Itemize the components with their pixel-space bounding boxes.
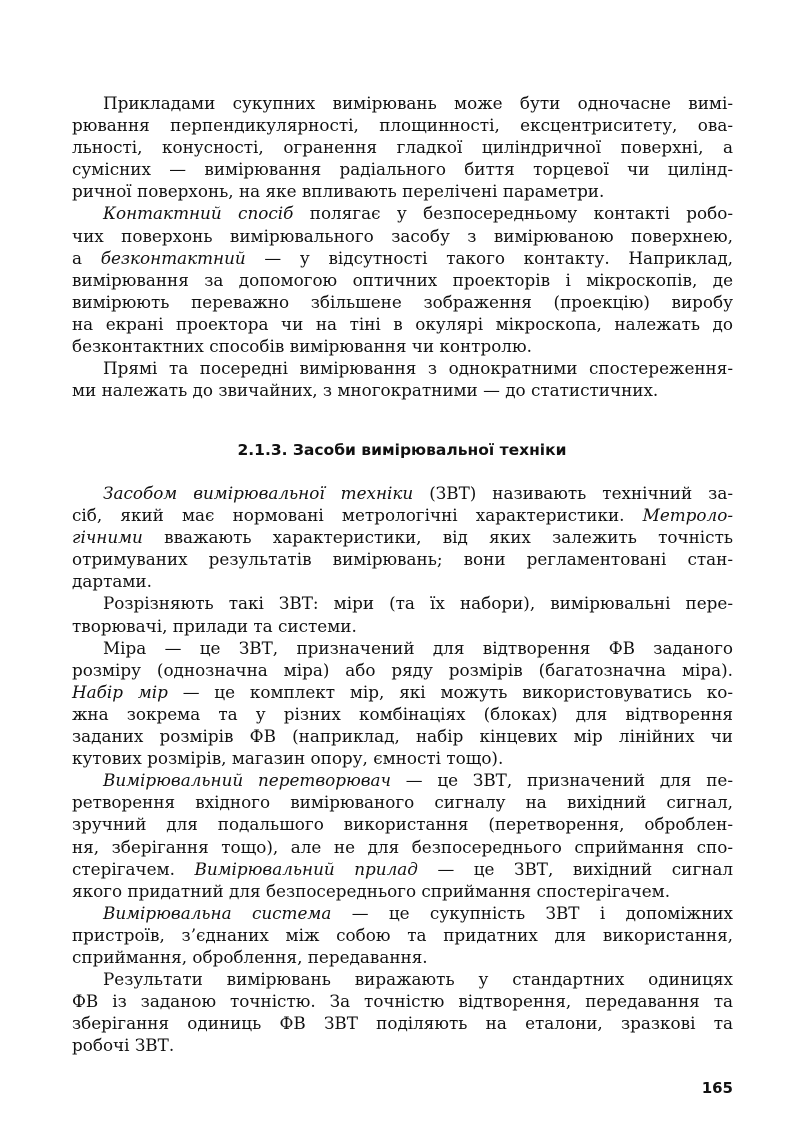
italic-term: гічними <box>72 527 143 548</box>
text-line <box>72 1012 733 1034</box>
text-line <box>72 813 733 835</box>
paragraph <box>72 482 733 592</box>
text-line <box>72 247 733 269</box>
paragraph <box>72 92 733 202</box>
text-segment: — це ЗВТ, вихідний сигнал <box>417 858 733 879</box>
text-line <box>72 836 733 858</box>
text-line <box>72 880 733 902</box>
text-line <box>72 136 733 158</box>
text-segment: якого придатний для безпосереднього сприймання спостерігачем. <box>72 880 671 901</box>
section-heading: 2.1.3. Засоби вимірювальної техніки <box>237 441 567 459</box>
italic-term: Вимірювальний перетворювач <box>103 770 391 791</box>
text-segment: дартами. <box>72 571 152 592</box>
paragraph <box>72 202 733 357</box>
text-line <box>72 504 733 526</box>
text-segment: зберігання одиниць ФВ ЗВТ поділяють на еталони, зразкові та <box>72 1013 733 1034</box>
text-line <box>72 114 733 136</box>
text-segment: зручний для подальшого використання (перетворення, оброблен- <box>72 814 733 835</box>
italic-term: Засобом вимірювальної техніки <box>103 483 414 503</box>
text-line <box>72 482 733 504</box>
text-line <box>72 357 733 379</box>
italic-term: Вимірювальна система <box>103 902 332 923</box>
italic-term: Метроло- <box>642 505 733 526</box>
text-line <box>72 747 733 769</box>
text-segment: ня, зберігання тощо), але не для безпосереднього сприймання спо- <box>72 836 733 857</box>
text-line <box>72 291 733 313</box>
text-line <box>72 703 733 725</box>
text-line <box>72 548 733 570</box>
text-segment: кутових розмірів, магазин опору, ємності тощо). <box>72 748 504 769</box>
text-segment: Міра — це ЗВТ, призначений для відтворення ФВ заданого <box>103 637 733 658</box>
text-segment: ретворення вхідного вимірюваного сигналу на вихідний сигнал, <box>72 792 733 813</box>
text-line <box>72 92 733 114</box>
italic-term: безконтактний <box>100 247 246 268</box>
text-segment: чих поверхонь вимірювального засобу з вимірюваною поверхнею, <box>72 225 733 246</box>
text-segment: Результати вимірювань виражають у стандартних одиницях <box>103 969 733 990</box>
paragraph <box>72 769 733 902</box>
text-line <box>72 313 733 335</box>
text-line <box>72 791 733 813</box>
italic-term: Вимірювальний прилад <box>194 858 418 879</box>
text-segment: сприймання, оброблення, передавання. <box>72 946 428 967</box>
text-segment: стерігачем. <box>72 858 195 879</box>
text-segment: Прямі та посередні вимірювання з однократними спостереження- <box>103 358 733 379</box>
text-segment: Розрізняють такі ЗВТ: міри (та їх набори), вимірювальні пере- <box>103 593 733 614</box>
paragraph <box>72 968 733 1056</box>
text-line <box>72 1034 733 1056</box>
text-line <box>72 269 733 291</box>
text-line <box>72 924 733 946</box>
text-segment: вимірювання за допомогою оптичних проекторів і мікроскопів, де <box>72 269 733 290</box>
text-line <box>72 902 733 924</box>
text-line <box>72 968 733 990</box>
paragraph <box>72 902 733 968</box>
text-segment: а <box>72 247 101 268</box>
paragraph <box>72 357 733 401</box>
text-segment: робочі ЗВТ. <box>72 1035 175 1056</box>
text-segment: пристроїв, з’єднаних між собою та придатних для використання, <box>72 924 733 945</box>
text-segment: на екрані проектора чи на тіні в окулярі мікроскопа, належать до <box>72 313 733 334</box>
paragraph <box>72 637 733 770</box>
text-segment: творювачі, прилади та системи. <box>72 615 357 636</box>
text-line <box>72 990 733 1012</box>
text-segment: — це ЗВТ, призначений для пе- <box>390 770 733 791</box>
text-line <box>72 592 733 614</box>
text-segment: ричної поверхонь, на яке впливають перелічені параметри. <box>72 181 605 202</box>
text-line <box>72 225 733 247</box>
text-segment: ми належать до звичайних, з многократними — до статистичних. <box>72 380 659 401</box>
text-line <box>72 379 733 401</box>
text-line <box>72 946 733 968</box>
body-section-1 <box>72 92 733 401</box>
text-line <box>72 681 733 703</box>
text-segment: сіб, який має нормовані метрологічні характеристики. <box>72 505 643 526</box>
text-line <box>72 659 733 681</box>
text-line <box>72 858 733 880</box>
italic-term: Набір мір <box>72 681 168 702</box>
text-segment: ФВ із заданою точністю. За точністю відтворення, передавання та <box>72 991 733 1012</box>
text-line <box>72 202 733 224</box>
text-segment: льності, конусності, огранення гладкої циліндричної поверхні, а <box>72 137 733 158</box>
text-line <box>72 637 733 659</box>
text-segment: полягає у безпосередньому контакті робо- <box>293 203 733 224</box>
text-segment: заданих розмірів ФВ (наприклад, набір кінцевих мір лінійних чи <box>72 726 733 747</box>
text-segment: (ЗВТ) називають технічний за- <box>413 483 733 503</box>
text-segment: вважають характеристики, від яких залежить точність <box>142 527 733 548</box>
paragraph <box>72 592 733 636</box>
text-line <box>72 180 733 202</box>
text-segment: розміру (однозначна міра) або ряду розмірів (багатозначна міра). <box>72 659 733 680</box>
text-segment: — у відсутності такого контакту. Наприклад, <box>245 247 733 268</box>
text-line <box>72 725 733 747</box>
italic-term: Контактний спосіб <box>103 203 294 224</box>
text-segment: Прикладами сукупних вимірювань може бути одночасне вимі- <box>103 93 733 113</box>
text-segment: вимірюють переважно збільшене зображення (проекцію) виробу <box>72 291 733 312</box>
text-segment: — це комплект мір, які можуть використовуватись ко- <box>167 681 734 702</box>
page-number: 165 <box>701 1079 733 1097</box>
text-line <box>72 615 733 637</box>
text-line <box>72 526 733 548</box>
text-segment: рювання перпендикулярності, площинності, ексцентриситету, ова- <box>72 115 733 136</box>
text-segment: жна зокрема та у різних комбінаціях (блоках) для відтворення <box>72 703 733 724</box>
text-segment: — це сукупність ЗВТ і допоміжних <box>331 902 733 923</box>
text-segment: безконтактних способів вимірювання чи контролю. <box>72 336 532 357</box>
text-segment: сумісних — вимірювання радіального биття торцевої чи цилінд- <box>72 159 733 180</box>
text-line <box>72 570 733 592</box>
text-line <box>72 158 733 180</box>
body-section-2 <box>72 482 733 1056</box>
text-segment: отримуваних результатів вимірювань; вони регламентовані стан- <box>72 549 733 570</box>
text-line <box>72 769 733 791</box>
text-line <box>72 335 733 357</box>
